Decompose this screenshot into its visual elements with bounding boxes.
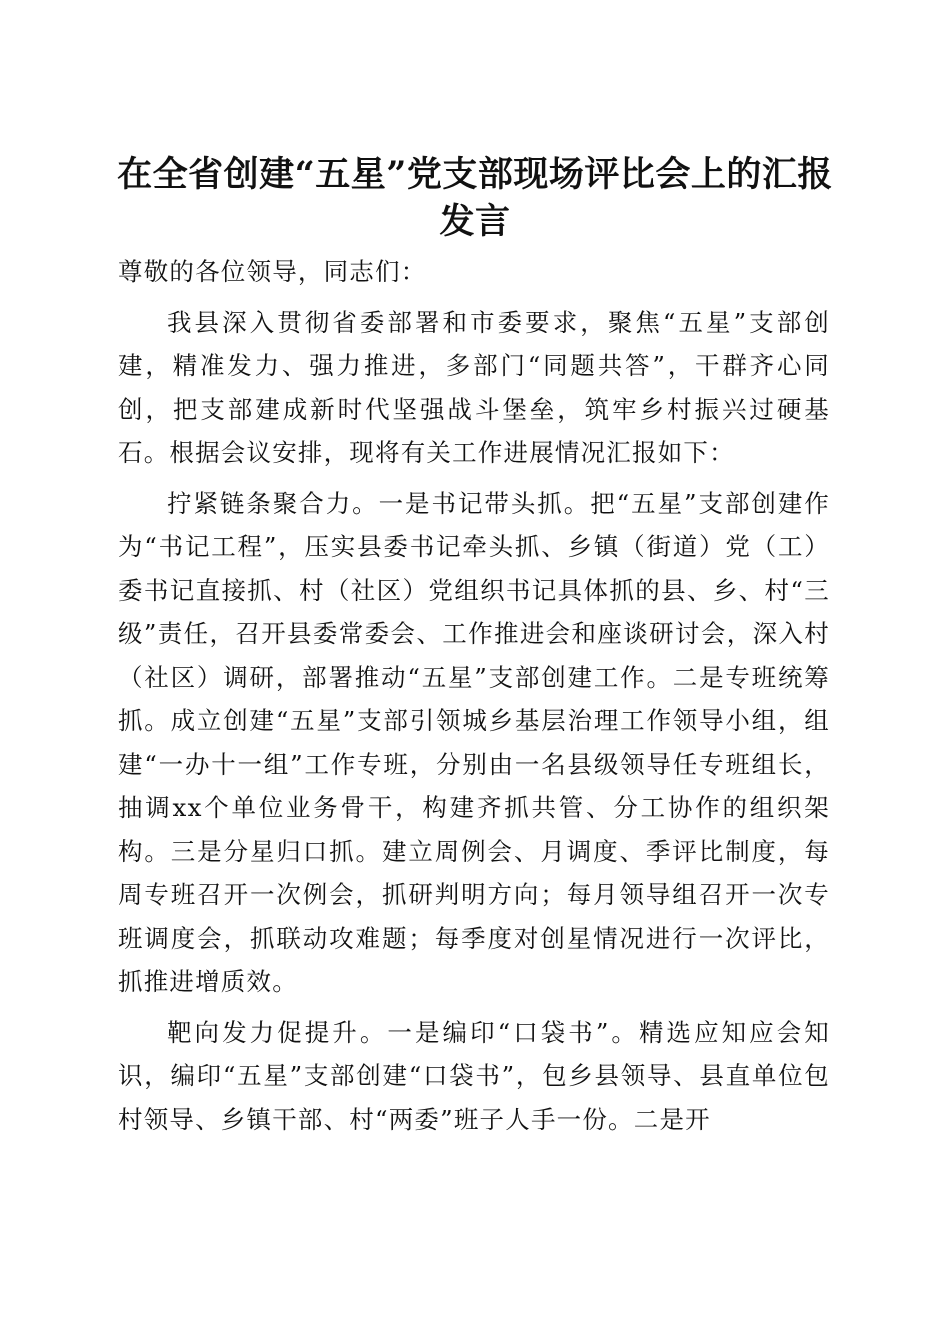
document-title: 在全省创建“五星”党支部现场评比会上的汇报发言 (117, 154, 833, 243)
salutation: 尊敬的各位领导，同志们： (118, 257, 427, 286)
paragraph-targeted: 靶向发力促提升。一是编印“口袋书”。精选应知应会知识，编印“五星”支部创建“口袋书”，包乡县领导、县直单位包村领导、乡镇干部、村“两委”班子人手一份。二是开 (118, 1017, 830, 1134)
document-body (118, 250, 830, 1148)
paragraph-cohesion: 拧紧链条聚合力。一是书记带头抓。把“五星”支部创建作为“书记工程”，压实县委书记牵头抓、乡镇（街道）党（工）委书记直接抓、村（社区）党组织书记具体抓的县、乡、村“三级”责任，召开县委常委会、工作推进会和座谈研讨会，深入村（社区）调研，部署推动“五星”支部创建工作。二是专班统筹抓。成立创建“五星”支部引领城乡基层治理工作领导小组，组建“一办十一组”工作专班，分别由一名县级领导任专班组长，抽调xx个单位业务骨干，构建齐抓共管、分工协作的组织架构。三是分星归口抓。建立周例会、月调度、季评比制度，每周专班召开一次例会，抓研判明方向；每月领导组召开一次专班调度会，抓联动攻难题；每季度对创星情况进行一次评比，抓推进增质效。 (118, 488, 830, 996)
paragraph-intro: 我县深入贯彻省委部署和市委要求，聚焦“五星”支部创建，精准发力、强力推进，多部门“同题共答”，干群齐心同创，把支部建成新时代坚强战斗堡垒，筑牢乡村振兴过硬基石。根据会议安排，现将有关工作进展情况汇报如下： (118, 307, 830, 467)
